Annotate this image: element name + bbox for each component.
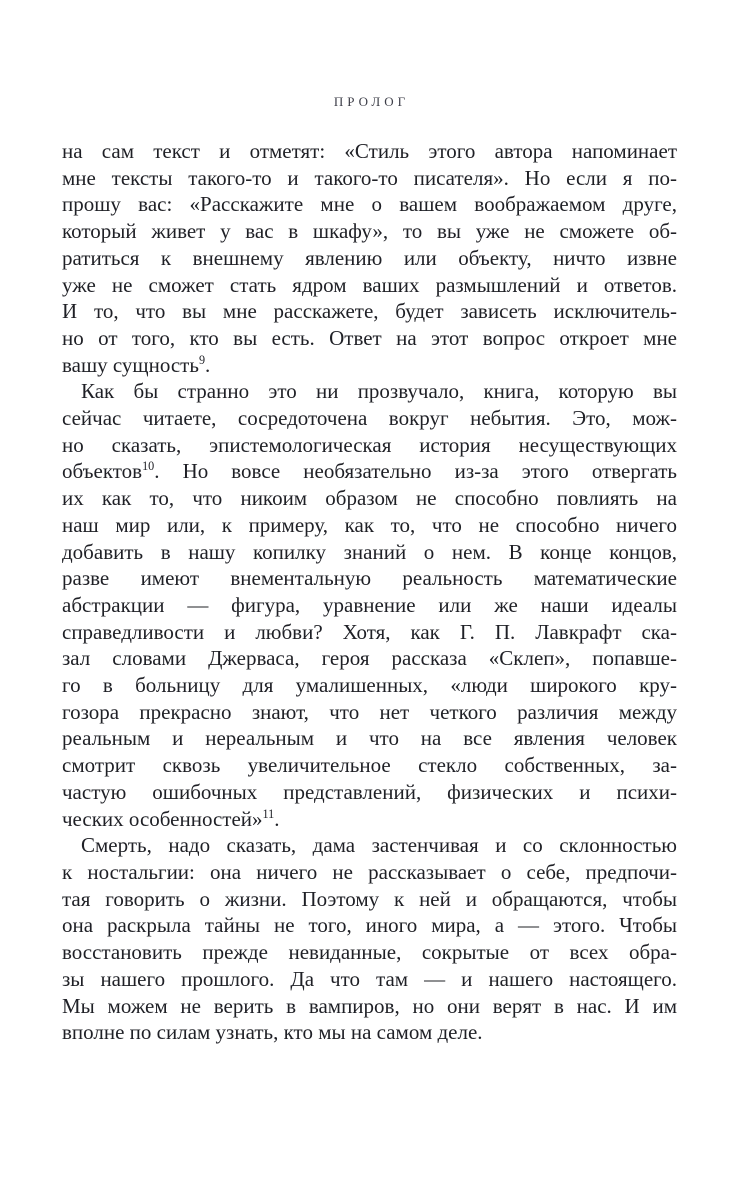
text-line: разве имеют внементальную реальность математические xyxy=(62,566,677,591)
text-line: на сам текст и отметят: «Стиль этого автора напоминает xyxy=(62,139,677,163)
text-line: Смерть, надо сказать, дама застенчивая и со склонностью xyxy=(81,833,677,858)
footnote-marker: 9 xyxy=(198,352,206,367)
text-line: реальным и нереальным и что на все явления человек xyxy=(62,726,677,751)
text-line: гозора прекрасно знают, что нет четкого различия между xyxy=(62,699,677,724)
text-line: их как то, что никоим образом не способно повлиять на xyxy=(62,486,677,511)
text-line: добавить в нашу копилку знаний о нем. В конце концов, xyxy=(62,539,677,564)
text-line: она раскрыла тайны не того, иного мира, а — этого. Чтобы xyxy=(62,913,677,938)
paragraph xyxy=(62,138,677,378)
text-line: но от того, кто вы есть. Ответ на этот вопрос откроет мне xyxy=(62,325,677,350)
text-line: зы нашего прошлого. Да что там — и нашего настоящего. xyxy=(62,966,677,991)
text-line: сейчас читаете, сосредоточена вокруг небытия. Это, мож- xyxy=(62,406,677,431)
paragraph xyxy=(62,832,677,1046)
text-line: ческих особенностей»$^{11}$. xyxy=(62,806,280,831)
text-line: го в больницу для умалишенных, «люди широкого кру- xyxy=(62,673,677,698)
text-line: справедливости и любви? Хотя, как Г. П. Лавкрафт ска- xyxy=(62,619,677,644)
text-line: зал словами Джерваса, героя рассказа «Склеп», попавше- xyxy=(62,646,677,671)
paragraph xyxy=(62,378,677,832)
text-line: смотрит сквозь увеличительное стекло собственных, за- xyxy=(62,753,677,778)
footnote-marker: 11 xyxy=(262,806,275,821)
text-line: тая говорить о жизни. Поэтому к ней и обращаются, чтобы xyxy=(62,886,677,911)
text-line: уже не сможет стать ядром ваших размышлений и ответов. xyxy=(62,272,677,297)
text-line: который живет у вас в шкафу», то вы уже не сможете об- xyxy=(62,219,677,244)
text-line: вашу сущность$^9$. xyxy=(62,352,211,377)
text-line: вполне по силам узнать, кто мы на самом деле. xyxy=(62,1020,483,1045)
text-line: Мы можем не верить в вампиров, но они верят в нас. И им xyxy=(62,993,677,1018)
text-line: абстракции — фигура, уравнение или же наши идеалы xyxy=(62,592,677,617)
text-line: восстановить прежде невиданные, сокрытые от всех обра- xyxy=(62,940,677,965)
text-line: И то, что вы мне расскажете, будет зависеть исключитель- xyxy=(62,299,677,324)
body-text xyxy=(62,138,677,1046)
text-line: прошу вас: «Расскажите мне о вашем воображаемом друге, xyxy=(62,192,677,217)
footnote-marker: 10 xyxy=(142,459,155,474)
text-line: к ностальгии: она ничего не рассказывает о себе, предпочи- xyxy=(62,859,677,884)
text-line: наш мир или, к примеру, как то, что не способно ничего xyxy=(62,512,677,537)
text-line: объектов$^{10}$. Но вовсе необязательно из-за этого отвергать xyxy=(62,459,677,484)
running-head: ПРОЛОГ xyxy=(333,94,410,109)
text-line: но сказать, эпистемологическая история несуществующих xyxy=(62,432,677,457)
text-line: мне тексты такого-то и такого-то писателя». Но если я по- xyxy=(62,165,677,190)
text-line: Как бы странно это ни прозвучало, книга, которую вы xyxy=(81,379,677,404)
text-line: ратиться к внешнему явлению или объекту, ничто извне xyxy=(62,245,677,270)
text-line: частую ошибочных представлений, физических и психи- xyxy=(62,779,677,804)
